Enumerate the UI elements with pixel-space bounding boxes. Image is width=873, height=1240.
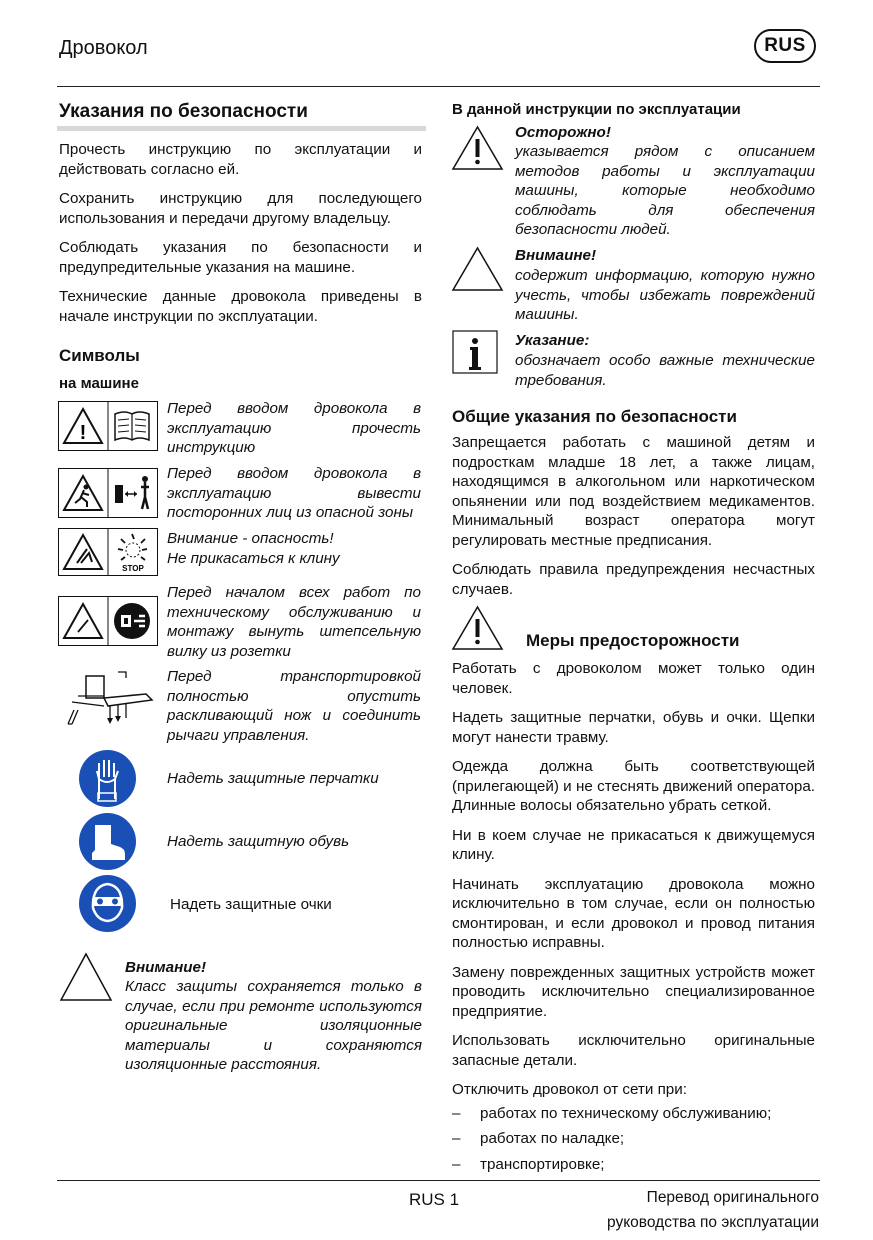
danger-zone-icon: [59, 469, 157, 517]
document-title: Дровокол: [59, 37, 148, 59]
caution-text: указывается рядом с описанием методов работы и эксплуатации машины, которые необходимо соблюдать для обеспечения безопасности людей.: [515, 143, 815, 238]
paragraph: Технические данные дровокола приведены в начале инструкции по эксплуатации.: [59, 288, 422, 325]
paragraph: Прочесть инструкцию по эксплуатации и действовать согласно ей.: [59, 141, 422, 178]
footer-rule: [57, 1180, 820, 1181]
safety-goggles-icon: [78, 874, 137, 933]
heading-shade: [57, 126, 426, 131]
symbol-text: Надеть защитные перчатки: [167, 770, 379, 787]
unplug-icon: [59, 597, 157, 645]
list-item: – работах по техническому обслуживанию;: [452, 1104, 772, 1122]
transport-symbol: [58, 666, 158, 728]
note-title: Указание:: [515, 332, 590, 349]
list-item-text: работах по наладке;: [480, 1130, 625, 1147]
translation-note-line: Перевод оригинального: [646, 1189, 819, 1206]
paragraph: Сохранить инструкцию для последующего использования и передачи другому владельцу.: [59, 190, 422, 227]
paragraph: Одежда должна быть соответствующей (прилегающей) и не стеснять движений оператора. Длинные волосы обязательно убрать сеткой.: [452, 758, 815, 814]
safety-heading: Указания по безопасности: [59, 101, 308, 122]
paragraph: Соблюдать указания по безопасности и предупредительные указания на машине.: [59, 239, 422, 276]
translation-note: [560, 1185, 819, 1235]
note-text: обозначает особо важные технические требования.: [515, 352, 815, 389]
list-item: – транспортировке;: [452, 1155, 605, 1173]
warning-triangle: [450, 245, 505, 293]
manual-intro-heading: В данной инструкции по эксплуатации: [452, 101, 741, 118]
safety-paragraphs: [59, 140, 422, 336]
paragraph: Отключить дровокол от сети при:: [452, 1081, 687, 1098]
attention-triangle: [58, 951, 114, 1003]
info-icon: [452, 330, 498, 374]
gloves-symbol: [78, 749, 137, 808]
header-rule: [57, 86, 820, 87]
symbol-text: Перед началом всех работ по техническому обслуживанию и монтажу вынуть штепсельную вилку из розетки: [167, 584, 421, 660]
general-safety-heading: Общие указания по безопасности: [452, 407, 737, 426]
page-number: RUS 1: [409, 1190, 460, 1209]
symbol-text-line: Внимание - опасность!: [167, 530, 334, 547]
warning-title: Внимаине!: [515, 247, 597, 264]
safety-boot-icon: [78, 812, 137, 871]
exclamation-warning-icon: [450, 124, 505, 172]
language-badge: RUS: [754, 29, 816, 63]
paragraph: Соблюдать правила предупреждения несчастных случаев.: [452, 561, 815, 598]
caution-title: Осторожно!: [515, 124, 611, 141]
precautions-triangle: [450, 604, 505, 652]
symbol-text: Надеть защитную обувь: [167, 833, 350, 850]
wedge-warning-symbol: [58, 528, 158, 576]
paragraph: Работать с дровоколом может только один человек.: [452, 660, 815, 697]
paragraph: Надеть защитные перчатки, обувь и очки. Щепки могут нанести травму.: [452, 709, 815, 746]
caution-triangle: [450, 124, 505, 172]
unplug-symbol: [58, 596, 158, 646]
on-machine-heading: на машине: [59, 375, 139, 392]
precautions-heading: Меры предосторожности: [526, 631, 740, 650]
svg-text:!: !: [79, 422, 87, 444]
symbol-text: [167, 529, 421, 568]
list-item-text: работах по техническому обслуживанию;: [480, 1104, 772, 1122]
wedge-hazard-icon: [59, 529, 157, 575]
exclamation-warning-icon: [450, 604, 505, 652]
paragraph: Запрещается работать с машиной детям и подросткам младше 18 лет, а также лицам, находящимся в алкогольном или наркотическом опьянении или под воздействием медикаментов. Минимальный возраст оператора могут регулировать местные предписания.: [452, 434, 815, 549]
symbol-text-line: Не прикасаться к клину: [167, 549, 340, 567]
boots-symbol: [78, 812, 137, 871]
symbols-heading: Символы: [59, 346, 140, 365]
translation-note-line: руководства по эксплуатации: [607, 1214, 819, 1231]
gloves-icon: [78, 749, 137, 808]
read-manual-symbol: [58, 401, 158, 451]
symbol-text: Перед вводом дровокола в эксплуатацию прочесть инструкцию: [167, 400, 421, 456]
warning-triangle-icon: [450, 245, 505, 293]
general-paragraphs: [452, 433, 815, 609]
warning-text: содержит информацию, которую нужно учесть, чтобы избежать повреждений машины.: [515, 267, 815, 323]
paragraph: Замену поврежденных защитных устройств может проводить исключительно специализированное предприятие.: [452, 963, 815, 1020]
precautions-paragraphs: [452, 659, 815, 1174]
symbol-text: Надеть защитные очки: [170, 896, 332, 913]
attention-title: Внимание!: [125, 959, 207, 976]
stop-label: STOP: [122, 564, 144, 573]
paragraph: Начинать эксплуатацию дровокола можно исключительно в том случае, если он полностью смонтирован, и если дровокол и провод питания полностью исправны.: [452, 875, 815, 951]
symbol-text: Перед вводом дровокола в эксплуатацию вывести посторонних лиц из опасной зоны: [167, 465, 421, 521]
list-item-text: транспортировке;: [480, 1155, 605, 1173]
log-splitter-transport-icon: [58, 666, 158, 728]
danger-zone-symbol: [58, 468, 158, 518]
paragraph: Использовать исключительно оригинальные запасные детали.: [452, 1032, 815, 1069]
info-box: [452, 330, 498, 374]
attention-text: Класс защиты сохраняется только в случае, если при ремонте используются оригинальные изоляционные материалы и сохраняются изоляционные расстояния.: [125, 978, 422, 1073]
warning-triangle-icon: [58, 951, 114, 1003]
symbol-text: Перед транспортировкой полностью опустить раскливающий нож и соединить рычаги управления.: [167, 668, 421, 744]
warning-read-manual-icon: [59, 402, 157, 450]
paragraph: Ни в коем случае не прикасаться к движущемуся клину.: [452, 826, 815, 863]
list-item: – работах по наладке;: [452, 1130, 625, 1147]
goggles-symbol: [78, 874, 137, 933]
